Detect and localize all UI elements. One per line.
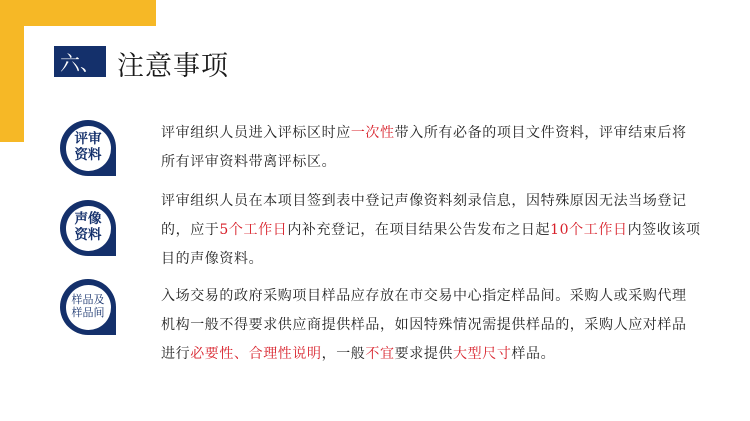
badge-label: 声像 资料 <box>66 206 111 251</box>
paragraph-text: ，一般 <box>321 346 366 362</box>
paragraph-text: 评审组织人员进入评标区时应 <box>161 125 351 141</box>
badge-audio-video-materials <box>60 200 116 256</box>
highlighted-text: 10个工作日 <box>550 222 628 238</box>
paragraph-text: 内补充登记，在项目结果公告发布之日起 <box>287 222 551 238</box>
corner-accent-horizontal <box>0 0 156 26</box>
badge-label: 样品及 样品间 <box>66 285 111 330</box>
badge-samples-room <box>60 279 116 335</box>
highlighted-text: 大型尺寸 <box>453 346 512 362</box>
paragraph-text: 评审组织人员在本项目签到表中登记声像资料刻录信息，因特殊原因无法当场登记的，应于 <box>161 193 687 238</box>
badge-review-materials <box>60 120 116 176</box>
highlighted-text: 必要性、合理性说明 <box>190 346 322 362</box>
paragraph-text: 样品。 <box>511 346 556 362</box>
paragraph-text: 入场交易的政府采购项目样品应存放在市交易中心指定样品间。采购人或采购代理机构一般不得要求供应商提供样品，如因特殊情况需提供样品的，采购人应对样品进行 <box>161 288 687 362</box>
highlighted-text: 5个工作日 <box>219 222 288 238</box>
paragraph-samples-room <box>161 282 701 369</box>
section-number: 六、 <box>54 46 106 77</box>
badge-label: 评审 资料 <box>66 126 111 171</box>
paragraph-audio-video-materials <box>161 187 701 274</box>
paragraph-text: 内签收该项目的声像资料。 <box>161 222 701 267</box>
page-title: 注意事项 <box>117 51 229 82</box>
paragraph-review-materials <box>161 119 701 177</box>
paragraph-text: 带入所有必备的项目文件资料，评审结束后将所有评审资料带离评标区。 <box>161 125 687 170</box>
highlighted-text: 不宜 <box>365 346 395 362</box>
highlighted-text: 一次性 <box>350 125 395 141</box>
paragraph-text: 要求提供 <box>394 346 454 362</box>
